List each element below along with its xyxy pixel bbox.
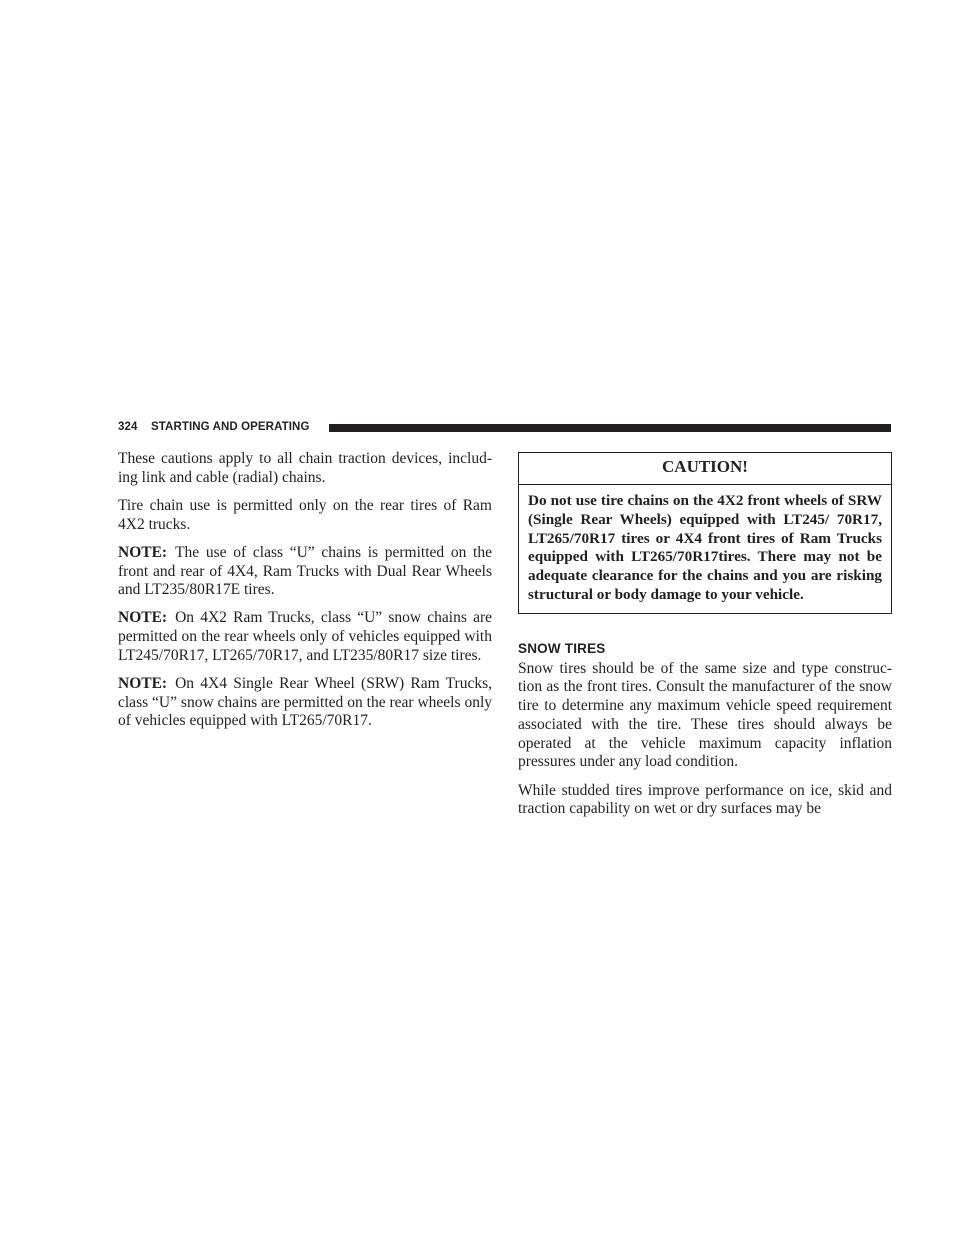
caution-title: CAUTION! [519,453,891,485]
note-paragraph [118,609,492,665]
page-number: 324 [118,421,138,433]
snow-tires-heading: SNOW TIRES [518,640,606,656]
note-label: NOTE: [118,675,168,693]
chain-use-paragraph: Tire chain use is permitted only on the rear tires of Ram 4X2 trucks. [118,496,492,533]
chain-cautions-paragraph: These cautions apply to all chain traction devices, includ-ing link and cable (radial) chains. [118,450,492,486]
caution-text: Do not use tire chains on the 4X2 front wheels of SRW (Single Rear Wheels) equipped with LT245/ 70R17, LT265/70R17 tires or 4X4 front tires of Ram Trucks equipped with LT265/70R17tires. There may not be adequate clearance for the chains and you are risking structural or body damage to your vehicle. [528,492,882,603]
left-column [118,450,492,741]
note-paragraph [118,675,492,731]
page-header [118,419,891,437]
header-rule [329,424,891,432]
studded-tires-paragraph: While studded tires improve performance on ice, skid and traction capability on wet or dry surfaces may be [518,781,892,818]
note-label: NOTE: [118,543,168,561]
snow-tires-paragraph: Snow tires should be of the same size and type construc-tion as the front tires. Consult the manufacturer of the snow tire to determine any maximum vehicle speed requirement associated with the tire. These tires should always be operated at the vehicle maximum capacity inflation pressures under any load condition. [518,659,892,771]
caution-box [518,452,892,614]
note-label: NOTE: [118,609,168,627]
note-text: On 4X4 Single Rear Wheel (SRW) Ram Trucks, class “U” snow chains are permitted on the rear wheels only of vehicles equipped with LT265/70R17. [118,675,492,730]
right-column [518,450,892,828]
section-title: STARTING AND OPERATING [151,421,310,433]
note-text: On 4X2 Ram Trucks, class “U” snow chains are permitted on the rear wheels only of vehicles equipped with LT245/70R17, LT265/70R17, and LT235/80R17 size tires. [118,609,492,664]
note-text: The use of class “U” chains is permitted on the front and rear of 4X4, Ram Trucks with Dual Rear Wheels and LT235/80R17E tires. [118,543,492,599]
note-paragraph [118,544,492,600]
